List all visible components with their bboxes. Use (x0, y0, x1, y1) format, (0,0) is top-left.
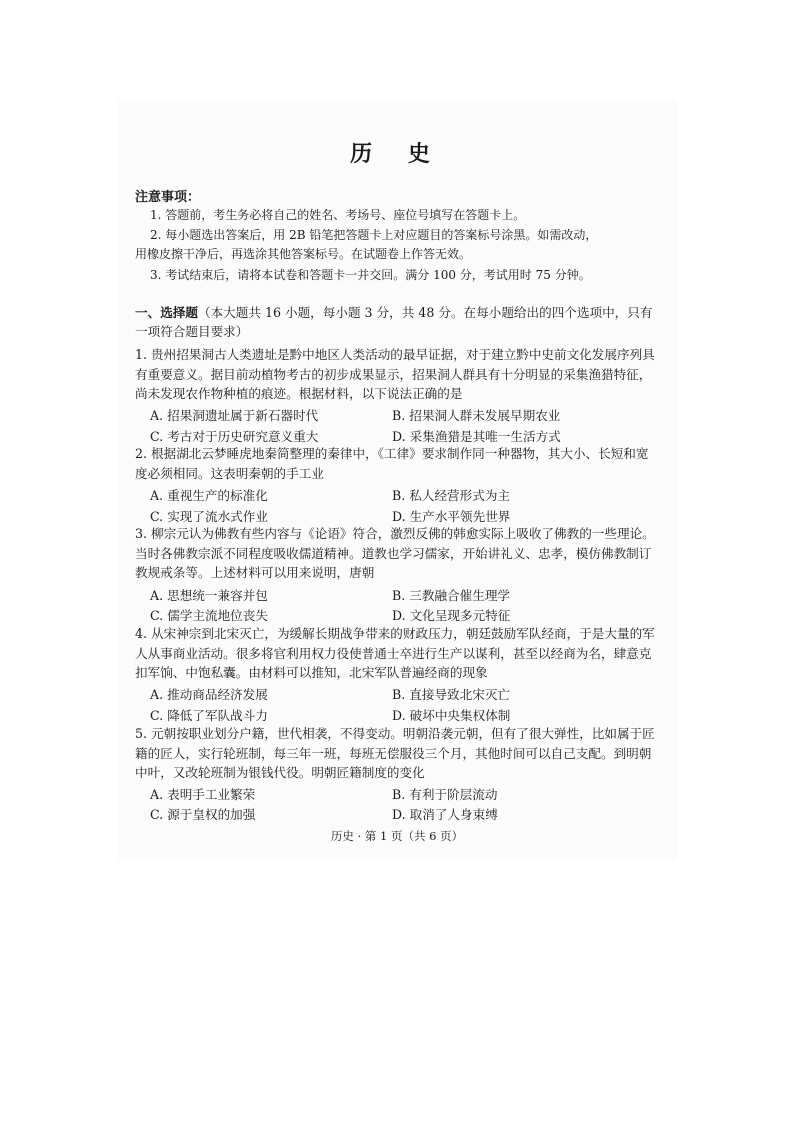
q4-option-d: D. 破坏中央集权体制 (392, 708, 511, 723)
q1-option-d: D. 采集渔猎是其唯一生活方式 (392, 429, 561, 444)
section-label: 一、选择题 (135, 305, 198, 320)
q2-option-a: A. 重视生产的标准化 (150, 488, 268, 503)
q5-option-c: C. 源于皇权的加强 (150, 807, 256, 822)
page-title: 历 史 (350, 142, 444, 167)
q1-option-a: A. 招果洞遗址属于新石器时代 (150, 408, 319, 423)
page-footer: 历史 · 第 1 页（共 6 页） (330, 829, 464, 843)
q3-option-d: D. 文化呈现多元特征 (392, 608, 511, 623)
notice-heading: 注意事项： (135, 190, 201, 205)
section-desc: （本大题共 16 小题，每小题 3 分，共 48 分。在每小题给出的四个选项中，只有一项符合题目要求） (135, 305, 653, 339)
q2-option-c: C. 实现了流水式作业 (150, 509, 268, 524)
notice-item: 3. 考试结束后，请将本试卷和答题卡一并交回。满分 100 分，考试用时 75 分钟。 (150, 268, 591, 282)
q2-option-b: B. 私人经营形式为主 (392, 488, 511, 503)
question-1-stem: 1. 贵州招果洞古人类遗址是黔中地区人类活动的最早证据，对于建立黔中史前文化发展序列具有重要意义。据目前动植物考古的初步成果显示，招果洞人群具有十分明显的采集渔猎特征，尚未发现农作物种植的痕迹。根据材料，以下说法正确的是 (135, 347, 655, 401)
section-header (135, 303, 655, 341)
q5-option-b: B. 有利于阶层流动 (392, 787, 498, 802)
q3-option-c: C. 儒学主流地位丧失 (150, 608, 268, 623)
q3-option-b: B. 三教融合催生理学 (392, 588, 511, 603)
question-5-stem: 5. 元朝按职业划分户籍，世代相袭，不得变动。明朝沿袭元朝，但有了很大弹性，比如属于匠籍的匠人，实行轮班制，每三年一班，每班无偿服役三个月，其他时间可以自己支配。到明朝中叶，又改轮班制为银钱代役。明朝匠籍制度的变化 (135, 726, 655, 780)
q3-option-a: A. 思想统一兼容并包 (150, 588, 268, 603)
q1-option-c: C. 考古对于历史研究意义重大 (150, 429, 319, 444)
question-2-stem: 2. 根据湖北云梦睡虎地秦简整理的秦律中，《工律》要求制作同一种器物，其大小、长短和宽度必须相同。这表明秦朝的手工业 (135, 446, 649, 481)
q4-option-b: B. 直接导致北宋灭亡 (392, 687, 511, 702)
notice-item: 1. 答题前，考生务必将自己的姓名、考场号、座位号填写在答题卡上。 (150, 208, 526, 222)
q5-option-d: D. 取消了人身束缚 (392, 807, 498, 822)
q1-option-b: B. 招果洞人群未发展早期农业 (392, 408, 561, 423)
q5-option-a: A. 表明手工业繁荣 (150, 787, 256, 802)
q4-option-a: A. 推动商品经济发展 (150, 687, 268, 702)
question-3-stem: 3. 柳宗元认为佛教有些内容与《论语》符合，激烈反佛的韩愈实际上吸收了佛教的一些理论。当时各佛教宗派不同程度吸收儒道精神。道教也学习儒家，开始讲礼义、忠孝，模仿佛教制订教规戒条等。上述材料可以用来说明，唐朝 (135, 526, 655, 580)
notice-item: 用橡皮擦干净后，再选涂其他答案标号。在试题卷上作答无效。 (135, 247, 472, 261)
question-4-stem: 4. 从宋神宗到北宋灭亡，为缓解长期战争带来的财政压力，朝廷鼓励军队经商，于是大量的军人从事商业活动。很多将官利用权力役使普通士卒进行生产以谋利，甚至以经商为名，肆意克扣军饷、中饱私囊。由材料可以推知，北宋军队普遍经商的现象 (135, 626, 655, 680)
q4-option-c: C. 降低了军队战斗力 (150, 708, 268, 723)
q2-option-d: D. 生产水平领先世界 (392, 509, 511, 524)
notice-item: 2. 每小题选出答案后，用 2B 铅笔把答题卡上对应题目的答案标号涂黑。如需改动， (150, 228, 598, 242)
